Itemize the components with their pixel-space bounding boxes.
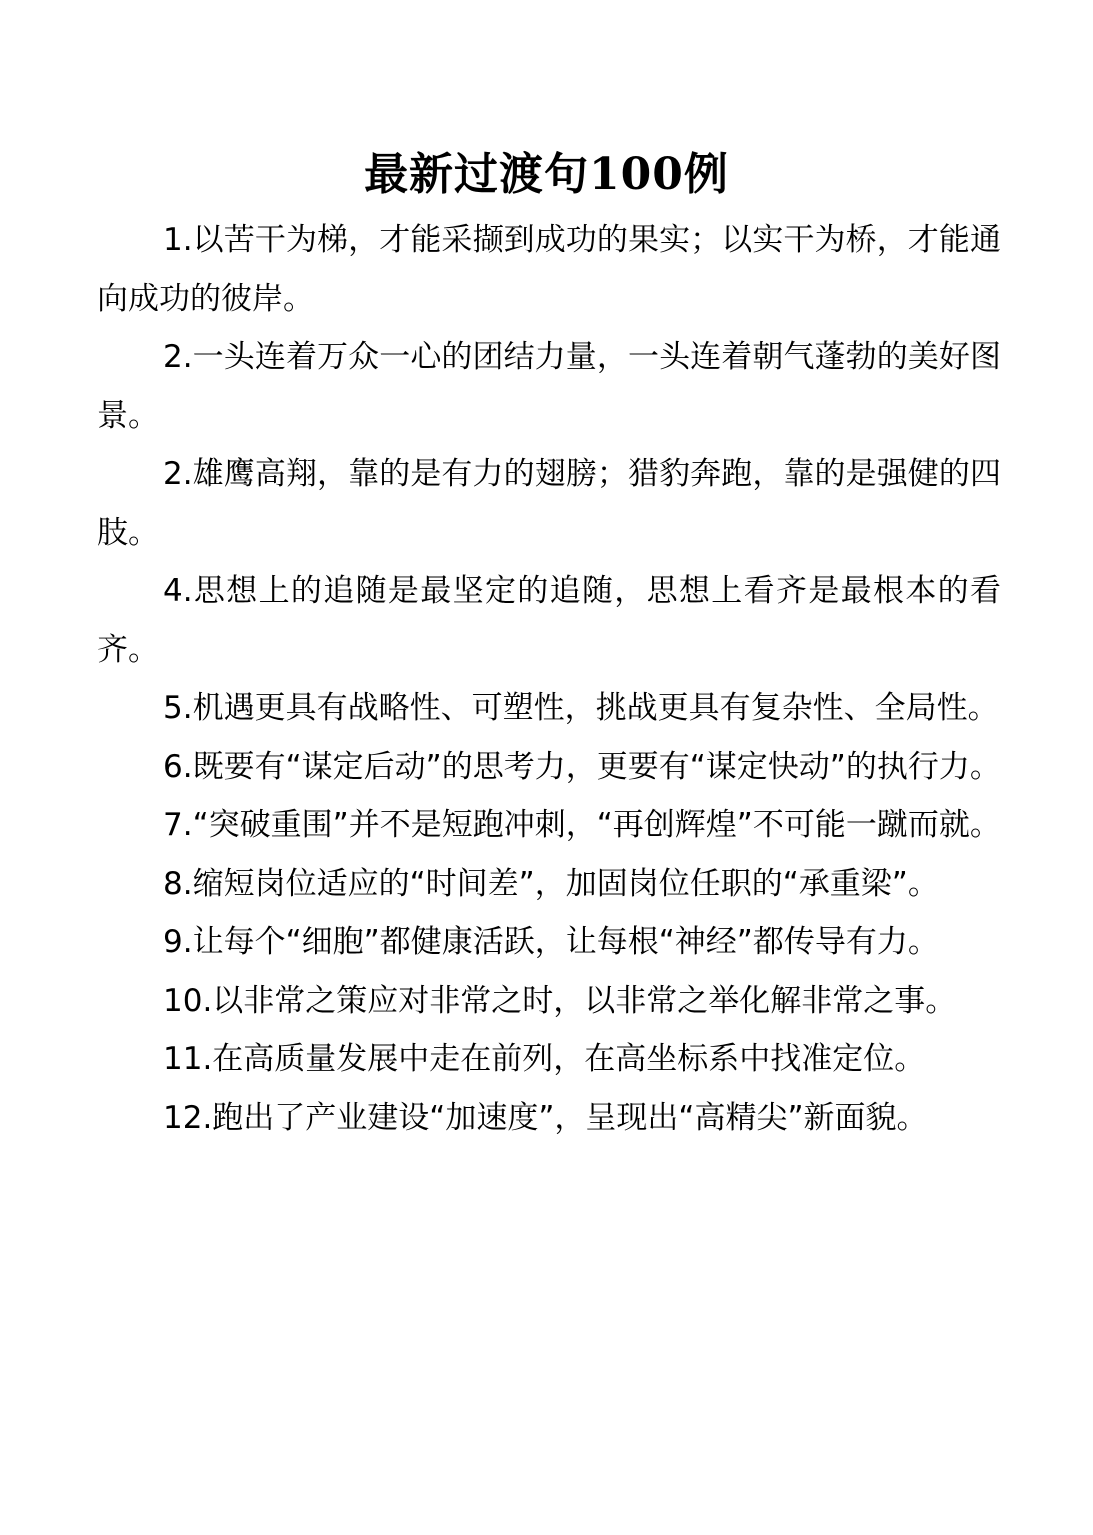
paragraph-7: 7.“突破重围”并不是短跑冲刺，“再创辉煌”不可能一蹴而就。 [163, 807, 1001, 843]
paragraph-10: 10.以非常之策应对非常之时，以非常之举化解非常之事。 [163, 982, 957, 1019]
document-body [97, 211, 1001, 1147]
paragraph-12: 12.跑出了产业建设“加速度”，呈现出“高精尖”新面貌。 [163, 1099, 928, 1136]
paragraph-4: 4.思想上的追随是最坚定的追随，思想上看齐是最根本的看齐。 [97, 573, 1001, 668]
paragraph-1: 1.以苦干为梯，才能采撷到成功的果实；以实干为桥，才能通向成功的彼岸。 [97, 222, 1001, 317]
paragraph-11: 11.在高质量发展中走在前列，在高坐标系中找准定位。 [163, 1041, 926, 1077]
paragraph-8: 8.缩短岗位适应的“时间差”，加固岗位任职的“承重梁”。 [163, 865, 939, 902]
paragraph-2: 2.一头连着万众一心的团结力量，一头连着朝气蓬勃的美好图景。 [97, 339, 1001, 434]
paragraph-3: 2.雄鹰高翔，靠的是有力的翅膀；猎豹奔跑，靠的是强健的四肢。 [97, 456, 1001, 551]
paragraph-9: 9.让每个“细胞”都健康活跃，让每根“神经”都传导有力。 [163, 924, 939, 960]
paragraph-6: 6.既要有“谋定后动”的思考力，更要有“谋定快动”的执行力。 [163, 748, 1001, 785]
paragraph-5: 5.机遇更具有战略性、可塑性，挑战更具有复杂性、全局性。 [163, 690, 999, 726]
document-title: 最新过渡句100例 [364, 149, 729, 200]
